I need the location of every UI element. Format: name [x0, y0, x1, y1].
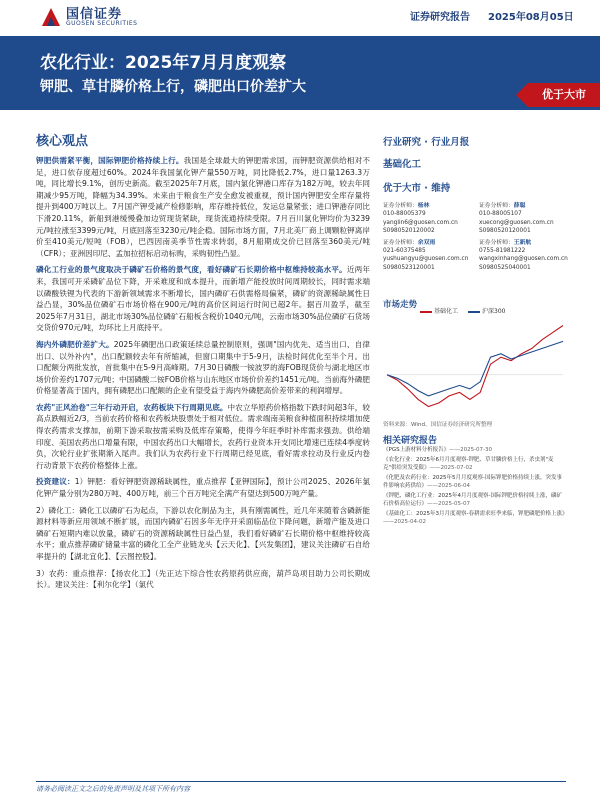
related-report-item[interactable] [383, 456, 567, 472]
analyst-role: 证券分析师： [479, 203, 514, 209]
series-line-1 [387, 341, 563, 396]
paragraph-body: 我国是全球最大的钾肥需求国，而钾肥资源供给相对不足，进口依存度超过60%。2024年我国氯化钾产量550万吨，同比降低2.7%，进口量1263.3万吨，同比增长9.1%，创历史新高。截至2025年7月底，国内氯化钾港口库存为182万吨，较去年同期减少95万吨，降幅为34.39%。未来由于粮食生产安全愈发被重视，预计国内钾肥安全库存量将提升到400万吨以上。7月国产钾受减产检修影响，库存维持低位，发运总量紧张；进口钾港存同比下滑20.11%，新船到港缓慢叠加边贸现货紧缺，现货流通持续受限。7月百川氯化钾均价为3239元/吨拉涨至3399元/吨，月底回落至3230元/吨企稳。国际市场方面，7月北美厂商上调颗粒钾离岸价至410美元/短吨（FOB），巴西因南美季节性需求转弱，8月船期成交价已回落至360美元/吨（CFR）；亚洲因印尼、孟加拉招标启动标购，采购韧性凸显。 [36, 156, 371, 258]
legend-label: 沪深300 [482, 308, 506, 315]
paragraph-investment-pesticide [36, 568, 370, 591]
paragraph-lead: 投资建议： [36, 477, 75, 487]
related-report-item[interactable] [383, 446, 567, 454]
market-trend-chart [383, 316, 567, 416]
related-report-item[interactable] [383, 492, 567, 508]
paragraph-lead: 海内外磷肥价差扩大。 [36, 339, 114, 349]
chart-source: 资料来源：Wind、国信证券经济研究所整理 [383, 422, 493, 428]
related-report-item[interactable] [383, 474, 567, 490]
analyst-name: 余双雨 [417, 239, 436, 246]
analyst-phone: 0755-81981222 [479, 248, 526, 255]
analyst-role: 证券分析师： [479, 239, 514, 246]
analyst-card [383, 239, 479, 273]
paragraph-lead: 农药"正风治卷"三年行动开启，农药板块下行周期见底。 [36, 402, 228, 412]
analyst-cert: S0980520120002 [383, 228, 435, 235]
paragraph-investment-potash [36, 476, 370, 499]
title-banner [0, 36, 600, 110]
paragraph-phosphate-rock [36, 264, 370, 334]
analyst-card [479, 239, 567, 273]
section-title: 核心观点 [36, 134, 89, 149]
related-report-date: ——2025-06-04 [427, 483, 470, 489]
related-reports-list [383, 446, 567, 528]
analyst-list [383, 202, 567, 272]
analyst-name: 薛聪 [513, 203, 526, 209]
report-type: 证券研究报告 [410, 12, 470, 23]
analyst-cert: S0980520120001 [479, 228, 531, 235]
series-line-0 [387, 326, 563, 407]
report-subtitle: 钾肥、草甘膦价格上行，磷肥出口价差扩大 [40, 79, 306, 95]
paragraph-body: 2）磷化工：磷化工以磷矿石为起点，下游以农化制品为主，具有刚需属性，近几年来随着含磷新能源材料等新应用领域不断扩展，而国内磷矿石因多年无序开采面临品位下降问题，新增产能及进口磷矿石短期内难以放量，磷矿石的资源稀缺属性日益凸显，我们看好磷矿石长期价格中枢维持较高水平；重点推荐磷矿储量丰富的磷化工全产业链龙头【云天化】、【兴发集团】，建议关注磷矿石自给率提升的【湖北宜化】、【云图控股】。 [36, 505, 370, 561]
paragraph-potash [36, 155, 370, 259]
paragraph-lead: 钾肥供需紧平衡，国际钾肥价格持续上行。 [36, 156, 184, 165]
related-report-text: 《化肥及农药行业：2025年5月月度观察-国际钾肥价格持续上涨，突发事件影响农药供给》 [383, 475, 562, 489]
report-date: 2025年08月05日 [488, 12, 574, 23]
legend-swatch [420, 311, 432, 313]
report-category: 行业研究 · 行业月报 [383, 137, 470, 148]
paragraph-body: 中农立华原药价格指数下跌时间超3年，较高点跌幅近2/3，当前农药价格和农药板块股票处于相对低位。需求端南美粮食种植面积持续增加使得农药需求支撑加，前期下游采取按需采购及低库存策略，使得今年旺季时补库需求强劲。供给端印度、美国农药出口增量有限，中国农药出口大幅增长，农药行业资本开支同比增速已连续4季度转负，次轮行业扩张期渐入尾声。我们认为农药行业下行周期已经见底，看好需求拉动及行业反内卷行动背景下农药价格整体上涨。 [36, 402, 370, 470]
guosen-logo-icon [40, 6, 62, 28]
analyst-cert: S0980525040001 [479, 264, 531, 271]
footer-disclaimer: 请务必阅读正文之后的免责声明及其项下所有内容 [36, 785, 190, 793]
footer-divider [36, 781, 566, 782]
related-report-date: ——2025-07-02 [429, 465, 473, 471]
top-bar [0, 0, 600, 36]
analyst-phone: 010-88005379 [383, 211, 426, 218]
related-report-date: ——2025-07-30 [449, 447, 493, 453]
logo-text-en: GUOSEN SECURITIES [66, 20, 138, 27]
core-views-column [36, 130, 370, 596]
analyst-phone: 021-60375485 [383, 248, 426, 255]
analyst-name: 杨林 [417, 203, 430, 209]
related-report-date: ——2025-04-02 [383, 519, 426, 525]
analyst-role: 证券分析师： [383, 203, 418, 209]
analyst-cert: S0980523120001 [383, 264, 435, 271]
related-report-item[interactable] [383, 510, 567, 526]
analyst-email[interactable]: wangxinhang@guosen.com.cn [479, 256, 568, 263]
chart-legend [420, 306, 505, 315]
analyst-card [479, 202, 567, 236]
logo-text-cn: 国信证券 [66, 7, 123, 22]
industry-rating: 优于大市 · 维持 [383, 183, 451, 194]
analyst-email[interactable]: yanglin6@guosen.com.cn [383, 219, 458, 226]
related-report-date: ——2025-05-07 [427, 501, 470, 507]
report-title: 农化行业：2025年7月月度观察 [40, 53, 287, 73]
related-reports-title: 相关研究报告 [383, 436, 438, 446]
related-report-text: 《PGS上游材料分析报告》 [383, 447, 450, 453]
paragraph-phosphate-fertilizer [36, 339, 370, 397]
analyst-phone: 010-88005107 [479, 211, 522, 218]
paragraph-lead: 磷化工行业的景气度取决于磷矿石价格的景气度，看好磷矿石长期价格中枢维持较高水平。 [36, 265, 347, 275]
analyst-email[interactable]: xuecong@guosen.com.cn [479, 219, 554, 226]
rating-badge: 优于大市 [528, 83, 600, 107]
analyst-email[interactable]: yushuangyu@guosen.com.cn [383, 256, 469, 263]
legend-swatch [468, 311, 480, 313]
legend-item [420, 306, 458, 315]
legend-label: 基础化工 [434, 308, 459, 315]
legend-item [468, 306, 505, 315]
paragraph-pesticide [36, 402, 370, 472]
industry-name: 基础化工 [383, 159, 422, 170]
related-report-text: 《农化行业：2025年6月月度观察-钾肥、草甘膦价格上行，杀虫剂"麦克"供给突发受限》 [383, 457, 554, 471]
analyst-name: 王新航 [513, 239, 532, 246]
paragraph-body: 2025年磷肥出口政策延续总量控制原则，强调"国内优先、适当出口、自律出口、以外补内"，出口配额较去年有所缩减，但窗口期集中于5-9月，法检时间优化至半个月。出口配额分两批发放，首批集中在5-9月高峰期。7月30日磷酸一铵波罗的海FOB现货价与湖北地区市场价价差约1707元/吨；中国磷酸二铵FOB价格与山东地区市场价价差约1451元/吨。当前海外磷肥价格显著高于国内，拥有磷肥出口配额的企业有望受益于海内外磷肥高价差带来的利润增厚。 [36, 339, 370, 396]
sidebar [383, 134, 567, 272]
related-report-text: 《钾肥、磷化工行业：2025年4月月度观察-国际钾肥价格持续上涨，磷矿石价格高位运行》 [383, 493, 562, 507]
related-report-text: 《基础化工：2025年3月月度观察-春耕需求旺季来临，钾肥磷肥价格上涨》 [383, 511, 568, 517]
paragraph-investment-phosphate [36, 505, 370, 563]
paragraph-body: 3）农药：重点推荐：【扬农化工】（先正达下综合性农药原药供应商，葫芦岛项目助力公司长期成长）。建议关注：【利尔化学】（氯代 [36, 568, 370, 590]
chart-title: 市场走势 [383, 300, 418, 310]
analyst-card [383, 202, 479, 236]
analyst-role: 证券分析师： [383, 239, 418, 246]
paragraph-body: 1）钾肥：看好钾肥资源稀缺属性，重点推荐【亚钾国际】，预计公司2025、2026年氯化钾产量分别为280万吨、400万吨，前三个百万吨完全满产有望达到500万吨产量。 [36, 477, 370, 499]
paragraph-body: 近两年来，我国可开采磷矿品位下降，开采难度和成本提升，而新增产能投放时间周期较长，同时需求端以磷酸铁锂为代表的下游新领域需求不断增长，国内磷矿石供需格局偏紧，磷矿的资源稀缺属性日益凸显，30%品位磷矿石市场价格在900元/吨的高价区间运行时间已超2年。据百川盈孚，截至2025年7月31日，湖北市场30%品位磷矿石船板含税价1040元/吨，云南市场30%品位磷矿石货场交货价970元/吨，均环比上月底持平。 [36, 265, 370, 333]
